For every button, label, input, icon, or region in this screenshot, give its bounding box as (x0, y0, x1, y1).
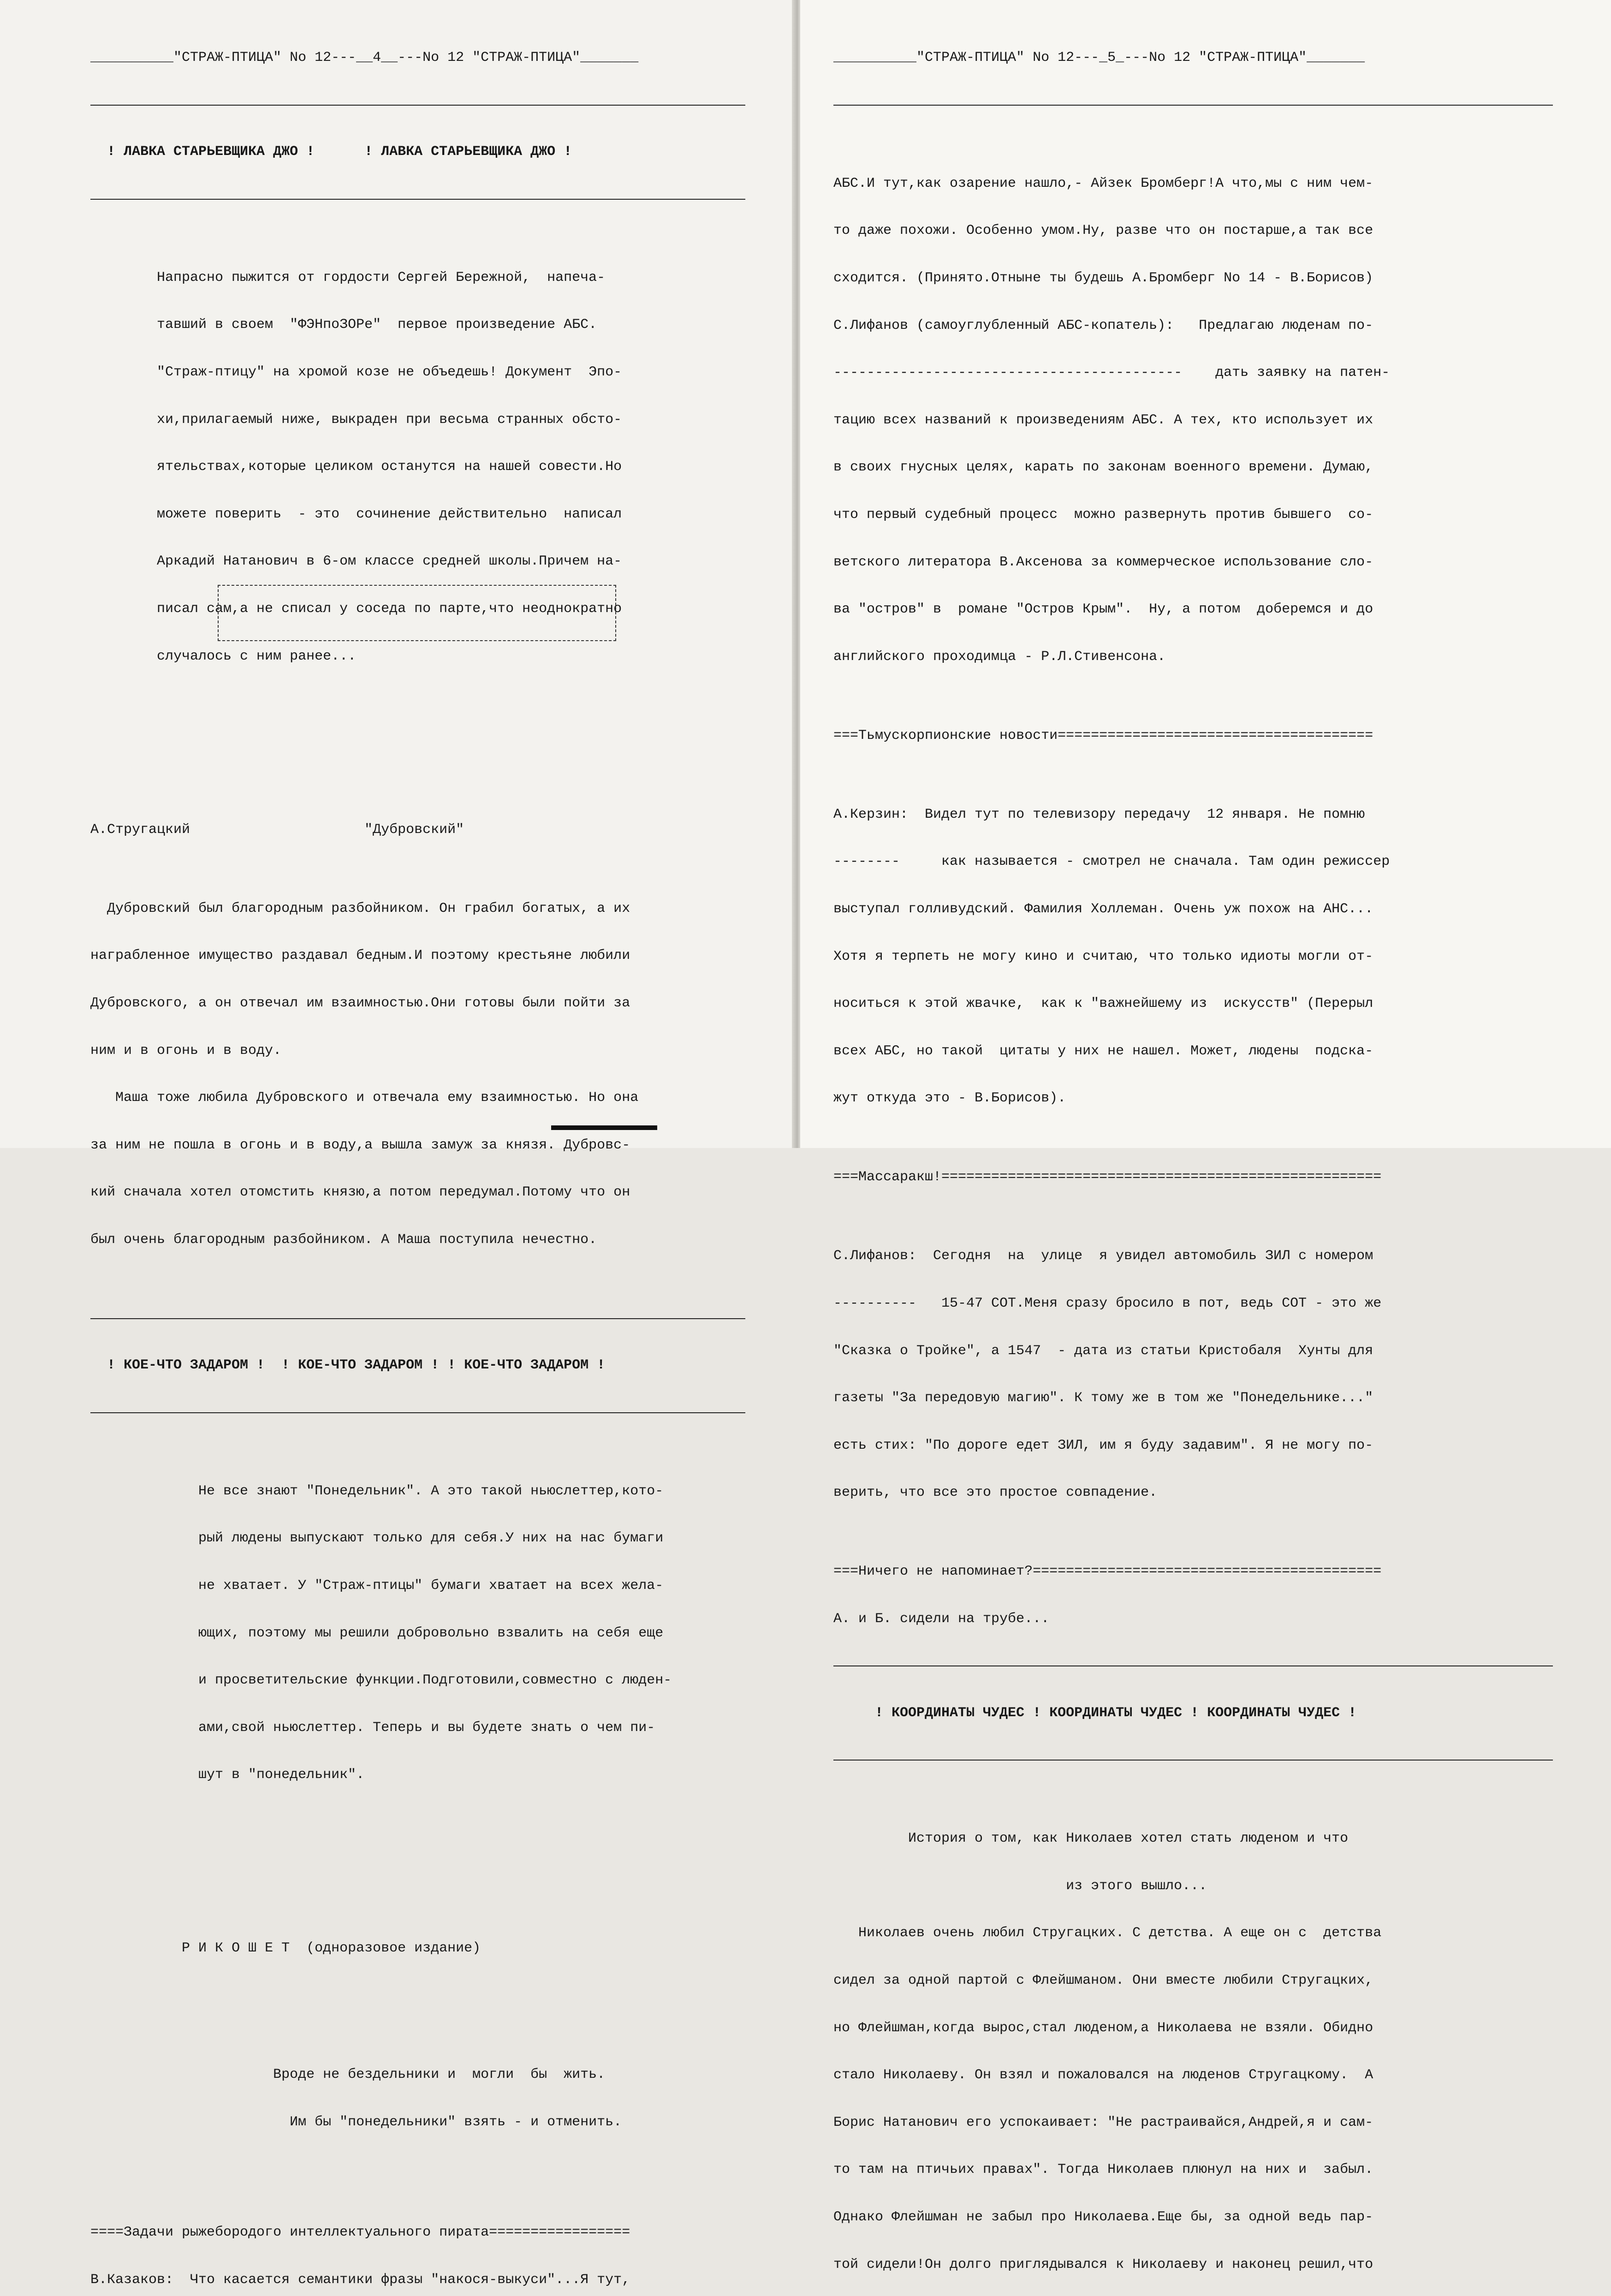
page-edge-mark (551, 1125, 657, 1130)
divider (90, 105, 745, 106)
left-header: __________"СТРАЖ-ПТИЦА" No 12---__4__---No 12 "СТРАЖ-ПТИЦА"_______ (90, 50, 639, 66)
divider (90, 1318, 745, 1319)
right-header: __________"СТРАЖ-ПТИЦА" No 12---_5_---No 12 "СТРАЖ-ПТИЦА"_______ (833, 50, 1365, 66)
right-page (800, 0, 1611, 2272)
section-title-koordinaty: ! КООРДИНАТЫ ЧУДЕС ! КООРДИНАТЫ ЧУДЕС ! КООРДИНАТЫ ЧУДЕС ! (833, 1705, 1357, 1721)
block3-head: ===Массаракш!===================================================== (833, 1169, 1382, 1185)
rikoshet-title: Р И К О Ш Е Т (одноразовое издание) (182, 1940, 481, 1957)
block4: А. и Б. сидели на трубе... (833, 1611, 1050, 1627)
story-author: А.Стругацкий (90, 821, 190, 838)
block4-head: ===Ничего не напоминает?========================================== (833, 1564, 1382, 1580)
left-column (90, 18, 745, 2296)
left-page (0, 0, 796, 2288)
story-heading (90, 822, 745, 838)
rikoshet-box (218, 585, 616, 641)
block1: АБС.И тут,как озарение нашло,- Айзек Бромберг!А что,мы с ним чем- то даже похожи. Особенно умом.Ну, разве что он постарше,а так все сходится. (Принято.Отныне ты будешь А.Бромберг No 14 - В.Борисов) С.Лифанов (самоуглубленный АБС-копатель): Предлагаю люденам по- ------------------------------------------ дать заявку на патен- тацию всех названий к произведениям АБС. А тех, кто использует их в своих гнусных целях, карать по законам военного времени. Думаю, что первый судебный процесс можно развернуть против бывшего со- ветского литератора В.Аксенова за коммерческое использование сло- ва "остров" в романе "Остров Крым". Ну, а потом доберемся и до английского проходимца - Р.Л.Стивенсона. (833, 175, 1390, 665)
divider (90, 1412, 745, 1413)
right-column (833, 18, 1553, 2296)
section-title-lavka: ! ЛАВКА СТАРЬЕВЩИКА ДЖО ! ! ЛАВКА СТАРЬЕВЩИКА ДЖО ! (90, 144, 572, 160)
divider (833, 1760, 1553, 1761)
divider (90, 199, 745, 200)
story-title: "Дубровский" (364, 821, 464, 838)
section2-text: Не все знают "Понедельник". А это такой ньюслеттер,кото- рый людены выпускают только для себя.У них на нас бумаги не хватает. У "Страж-птицы" бумаги хватает на всех жела- ющих, поэтому мы решили добровольно взвалить на себя еще и просветительские функции.Подготовили,совместно с люден- ами,свой ньюслеттер. Теперь и вы будете знать о чем пи- шут в "понедельник". (90, 1483, 672, 1783)
rikoshet-subtitle: Вроде не бездельники и могли бы жить. Им бы "понедельники" взять - и отменить. (90, 2067, 622, 2130)
section-title-koe-chto: ! КОЕ-ЧТО ЗАДАРОМ ! ! КОЕ-ЧТО ЗАДАРОМ ! ! КОЕ-ЧТО ЗАДАРОМ ! (90, 1357, 606, 1374)
rikoshet-body: ====Задачи рыжебородого интеллектуального пирата================= В.Казаков: Что касается семантики фразы "накося-выкуси"...Я тут, (90, 2225, 630, 2288)
block2: А.Керзин: Видел тут по телевизору передачу 12 января. Не помню -------- как называется - смотрел не сначала. Там один режиссер выступал голливудский. Фамилия Холлеман. Очень уж похож на АНС... Хотя я терпеть не могу кино и считаю, что только идиоты могли от- носиться к этой жвачке, как к "важнейшему из искусств" (Перерыл всех АБС, но такой цитаты у них не нашел. Может, людены подска- жут откуда это - В.Борисов). (833, 806, 1390, 1106)
section3-text: История о том, как Николаев хотел стать люденом и что из этого вышло... Николаев очень любил Стругацких. С детства. А еще он с детства сидел за одной партой с Флейшманом. Они вместе любили Стругацких, но Флейшман,когда вырос,стал люденом,а Николаева не взяли. Обидно стало Николаеву. Он взял и пожаловался на люденов Стругацкому. А Борис Натанович его успокаивает: "Не растраивайся,Андрей,я и сам- то там на птичьих правах". Тогда Николаев плюнул на них и забыл. Однако Флейшман не забыл про Николаева.Еще бы, за одной ведь пар- той сидели!Он долго приглядывался к Николаеву и наконец решил,что (833, 1831, 1382, 2272)
divider (833, 1665, 1553, 1666)
story-text: Дубровский был благородным разбойником. Он грабил богатых, а их награбленное имущество раздавал бедным.И поэтому крестьяне любили Дубровского, а он отвечал им взаимностью.Они готовы были пойти за ним и в огонь и в воду. Маша тоже любила Дубровского и отвечала ему взаимностью. Но она за ним не пошла в огонь и в воду,а вышла замуж за князя. Дубровс- кий сначала хотел отомстить князю,а потом передумал.Потому что он был очень благородным разбойником. А Маша поступила нечестно. (90, 900, 639, 1248)
block3: С.Лифанов: Сегодня на улице я увидел автомобиль ЗИЛ с номером ---------- 15-47 СОТ.Меня сразу бросило в пот, ведь СОТ - это же "Сказка о Тройке", а 1547 - дата из статьи Кристобаля Хунты для газеты "За передовую магию". К тому же в том же "Понедельнике..." есть стих: "По дороге едет ЗИЛ, им я буду задавим". Я не могу по- верить, что все это простое совпадение. (833, 1248, 1382, 1501)
block2-head: ===Тьмускорпионские новости====================================== (833, 727, 1373, 744)
divider (833, 105, 1553, 106)
intro-paragraph: Напрасно пыжится от гордости Сергей Бережной, напеча- тавший в своем "ФЭНпоЗОРе" первое произведение АБС. "Страж-птицу" на хромой козе не объедешь! Документ Эпо- хи,прилагаемый ниже, выкраден при весьма странных обсто- ятельствах,которые целиком останутся на нашей совести.Но можете поверить - это сочинение действительно написал Аркадий Натанович в 6-ом классе средней школы.Причем на- писал сам,а не списал у соседа по парте,что неоднократно случалось с ним ранее... (90, 269, 622, 664)
